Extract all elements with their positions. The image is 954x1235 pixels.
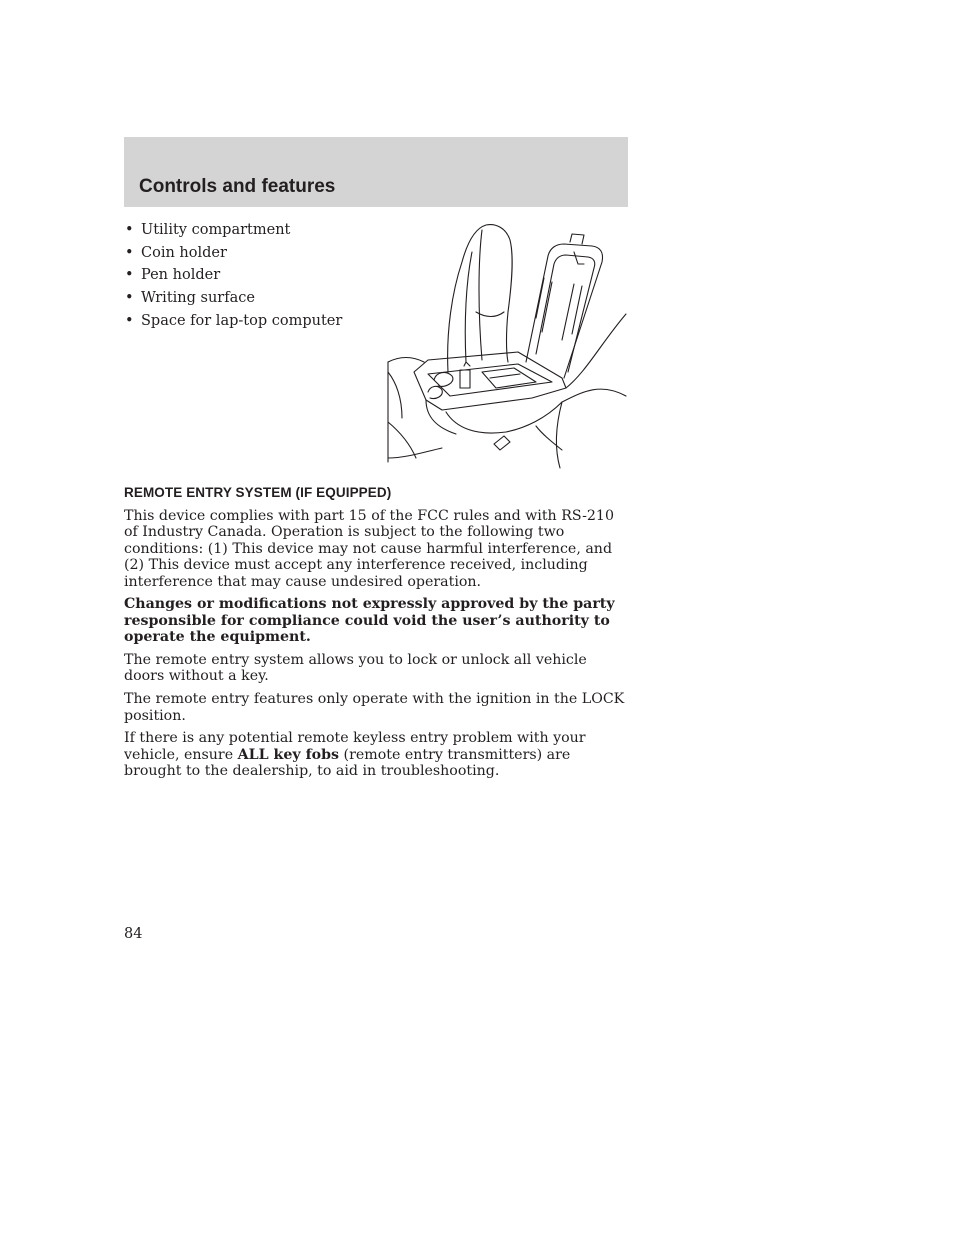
header-band <box>124 137 628 207</box>
bullet-icon: • <box>125 222 134 238</box>
list-item-label: Pen holder <box>141 267 221 284</box>
list-item-label: Space for lap-top computer <box>141 312 343 329</box>
page-number: 84 <box>124 926 143 942</box>
list-item-label: Writing surface <box>141 290 255 307</box>
warning-paragraph: Changes or modifications not expressly approved by the party responsible for compliance could void the user’s authority to operate the equipment. <box>124 596 615 646</box>
bullet-icon: • <box>125 244 134 261</box>
bullet-icon: • <box>125 267 134 284</box>
list-item-label: Utility compartment <box>141 222 291 238</box>
troubleshooting-text-end: (remote entry transmitters) are brought to the dealership, to aid in troubleshooting. <box>124 746 571 780</box>
section-body <box>124 508 628 786</box>
fcc-notice-paragraph: This device complies with part 15 of the FCC rules and with RS-210 of Industry Canada. Operation is subject to the following two conditions: (1) This device may not cause harmful interference, and (2) This device must accept any interference received, including interference that may cause undesired operation. <box>124 508 614 590</box>
section-heading: REMOTE ENTRY SYSTEM (IF EQUIPPED) <box>124 485 392 500</box>
list-item <box>124 264 342 287</box>
feature-list <box>124 219 342 333</box>
list-item <box>124 287 342 310</box>
bullet-icon: • <box>125 290 134 307</box>
troubleshooting-paragraph <box>124 730 628 779</box>
list-item-label: Coin holder <box>141 244 227 261</box>
key-fobs-emphasis: ALL key fobs <box>237 746 340 763</box>
list-item <box>124 219 342 242</box>
console-illustration <box>386 222 628 470</box>
troubleshooting-text-start: If there is any potential remote keyless entry problem with your vehicle, ensure <box>124 730 586 763</box>
page-title: Controls and features <box>139 176 336 197</box>
list-item <box>124 310 342 333</box>
list-item <box>124 242 342 265</box>
lock-unlock-paragraph: The remote entry system allows you to lock or unlock all vehicle doors without a key. <box>124 652 587 685</box>
bullet-icon: • <box>125 312 134 329</box>
ignition-paragraph: The remote entry features only operate with the ignition in the LOCK position. <box>124 691 625 724</box>
